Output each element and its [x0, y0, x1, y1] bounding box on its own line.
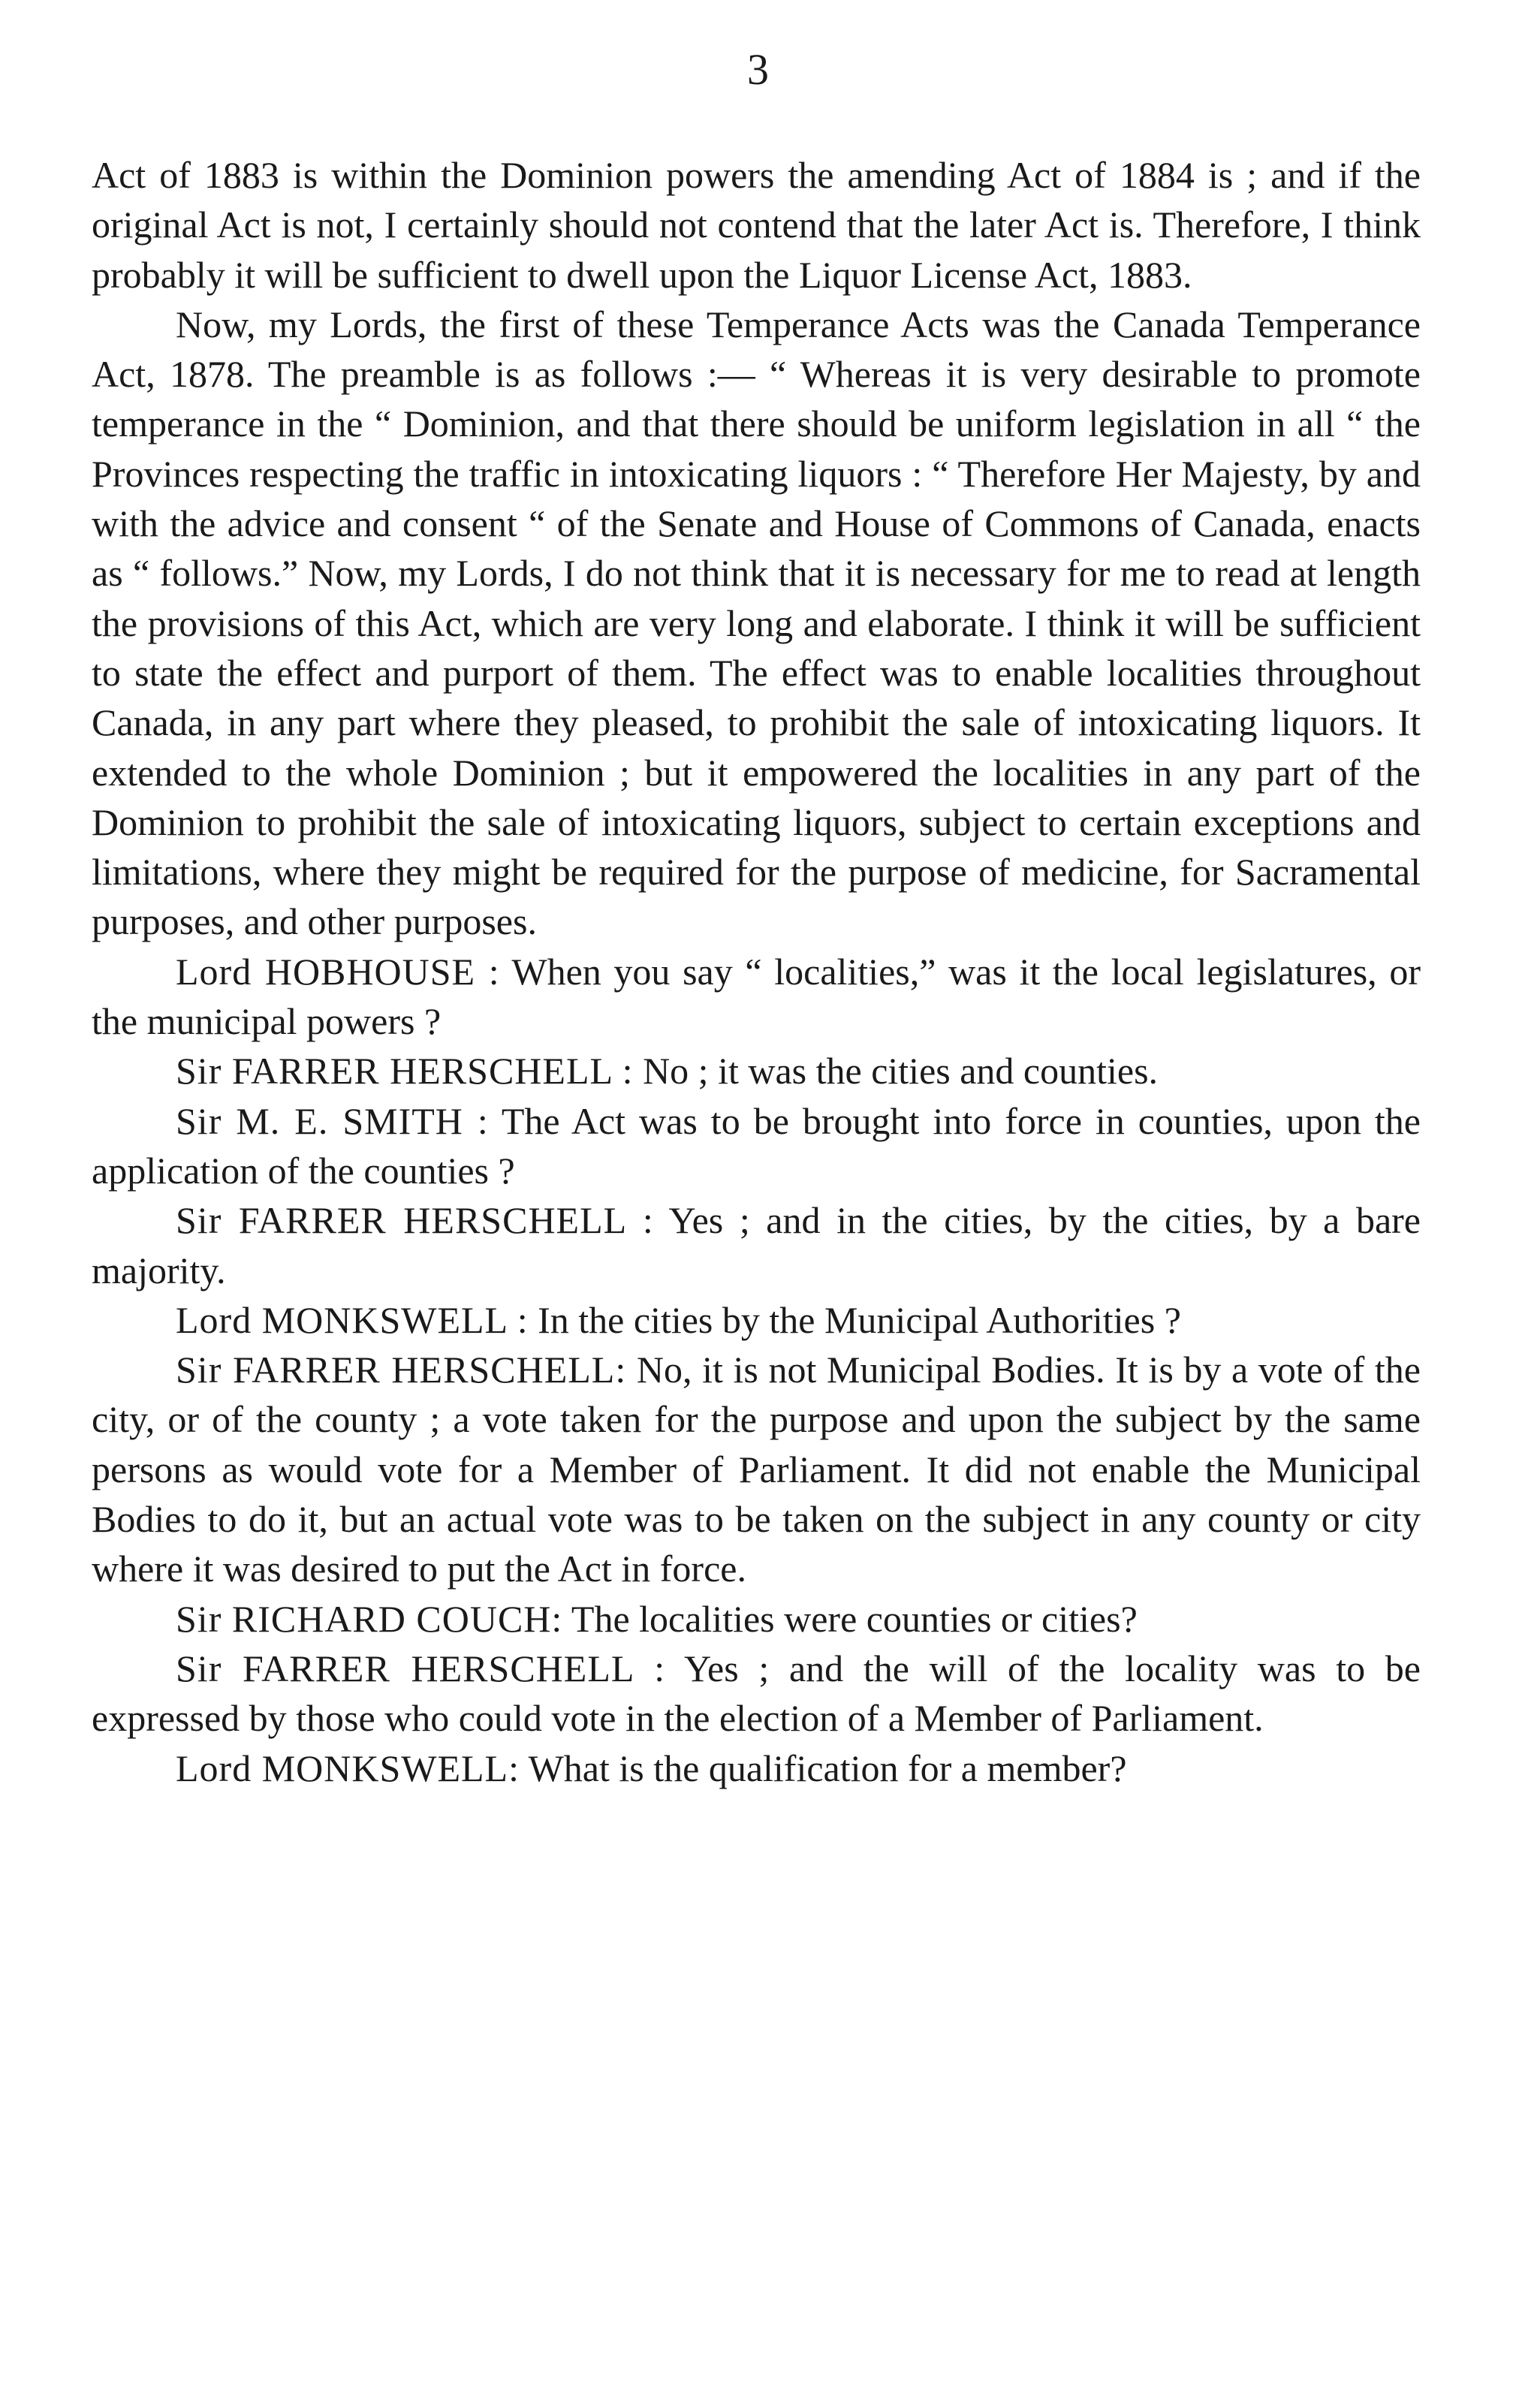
speaker-name: Sir M. E. SMITH :: [176, 1099, 489, 1142]
speaker-name: Sir FARRER HERSCHELL:: [176, 1349, 627, 1391]
speech-text: The localities were counties or cities?: [571, 1597, 1138, 1640]
dialogue-paragraph: [92, 1295, 1421, 1345]
speech-text: In the cities by the Municipal Authorities ?: [538, 1298, 1181, 1341]
speech-text: Yes ; and the will of the locality was to be expressed by those who could vote in the election of a Member of Parliament.: [92, 1647, 1421, 1740]
text-body: [92, 150, 1421, 1793]
speaker-name: Sir FARRER HERSCHELL :: [176, 1050, 634, 1092]
dialogue-paragraph: [92, 1743, 1421, 1793]
speaker-name: Lord MONKSWELL :: [176, 1298, 529, 1341]
speech-text: What is the qualification for a member?: [528, 1746, 1127, 1789]
page-number: 3: [747, 45, 769, 94]
paragraph: [92, 300, 1421, 947]
speaker-name: Lord HOBHOUSE :: [176, 950, 500, 993]
dialogue-paragraph: [92, 1096, 1421, 1196]
dialogue-paragraph: [92, 1594, 1421, 1644]
dialogue-paragraph: [92, 1046, 1421, 1096]
speech-text: No, it is not Municipal Bodies. It is by a vote of the city, or of the county ; a vote taken for the purpose and upon the subject by the same persons as would vote for a Member of Parliament. It did not enable the Municipal Bodies to do it, but an actual vote was to be taken on the subject in any county or city where it was desired to put the Act in force.: [92, 1349, 1421, 1590]
speaker-name: Sir FARRER HERSCHELL :: [176, 1199, 654, 1242]
dialogue-paragraph: [92, 1345, 1421, 1593]
paragraph-text: Now, my Lords, the first of these Temperance Acts was the Canada Temperance Act, 1878. The preamble is as follows :— “ Whereas it is very desirable to promote temperance in the “ Dominion, and that there should be uniform legislation in all “ the Provinces respecting the traffic in intoxicating liquors : “ Therefore Her Majesty, by and with the advice and consent “ of the Senate and House of Commons of Canada, enacts as “ follows.” Now, my Lords, I do not think that it is necessary for me to read at length the provisions of this Act, which are very long and elaborate. I think it will be sufficient to state the effect and purport of them. The effect was to enable localities throughout Canada, in any part where they pleased, to prohibit the sale of intoxicating liquors. It extended to the whole Dominion ; but it empowered the localities in any part of the Dominion to prohibit the sale of intoxicating liquors, subject to certain exceptions and limitations, where they might be required for the purpose of medicine, for Sacramental purposes, and other purposes.: [92, 303, 1421, 943]
speech-text: When you say “ localities,” was it the local legislatures, or the municipal powers ?: [92, 950, 1421, 1043]
speaker-name: Sir FARRER HERSCHELL :: [176, 1647, 666, 1689]
speaker-name: Lord MONKSWELL:: [176, 1746, 520, 1789]
speech-text: Yes ; and in the cities, by the cities, by a bare majority.: [92, 1199, 1421, 1291]
speech-text: No ; it was the cities and counties.: [643, 1050, 1159, 1092]
dialogue-paragraph: [92, 947, 1421, 1047]
paragraph-text: Act of 1883 is within the Dominion powers the amending Act of 1884 is ; and if the original Act is not, I certainly should not contend that the later Act is. Therefore, I think probably it will be sufficient to dwell upon the Liquor License Act, 1883.: [92, 154, 1421, 296]
speech-text: The Act was to be brought into force in counties, upon the application of the counties ?: [92, 1099, 1421, 1192]
dialogue-paragraph: [92, 1195, 1421, 1295]
dialogue-paragraph: [92, 1644, 1421, 1743]
paragraph: [92, 150, 1421, 300]
speaker-name: Sir RICHARD COUCH:: [176, 1597, 563, 1640]
